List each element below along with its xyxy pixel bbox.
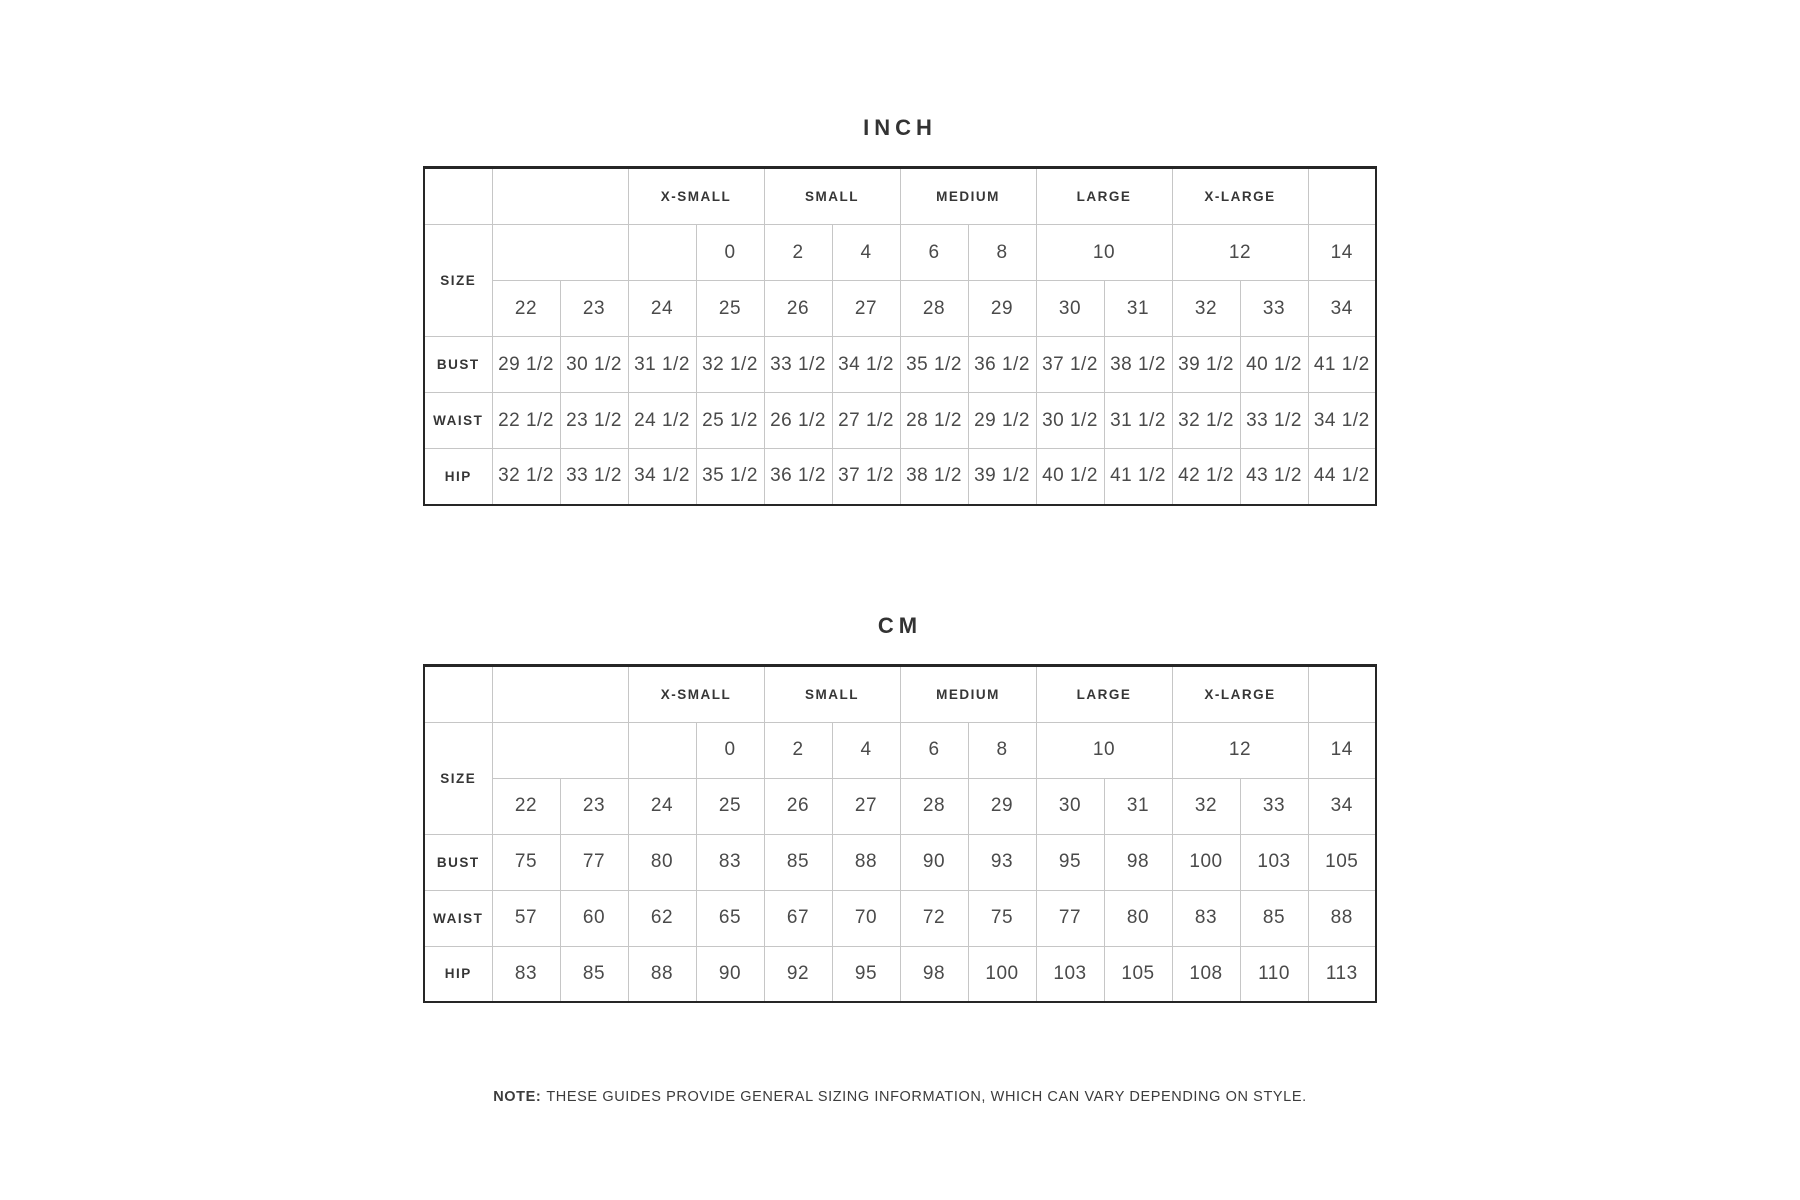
numeric-size-cell: 29 xyxy=(968,778,1036,834)
measurement-value-cell: 33 1/2 xyxy=(560,449,628,505)
measurement-value-cell: 60 xyxy=(560,890,628,946)
measurement-value-cell: 22 1/2 xyxy=(492,393,560,449)
measurement-value-cell: 33 1/2 xyxy=(1240,393,1308,449)
numeric-size-cell: 34 xyxy=(1308,281,1376,337)
measurement-value-cell: 95 xyxy=(1036,834,1104,890)
measurement-row xyxy=(424,946,1376,1002)
measurement-row xyxy=(424,890,1376,946)
inch-table-title: INCH xyxy=(863,115,937,140)
measurement-value-cell: 39 1/2 xyxy=(1172,337,1240,393)
us-size-cell: 2 xyxy=(764,722,832,778)
numeric-size-cell: 30 xyxy=(1036,778,1104,834)
us-size-cell: 10 xyxy=(1036,722,1172,778)
measurement-value-cell: 108 xyxy=(1172,946,1240,1002)
measurement-value-cell: 30 1/2 xyxy=(560,337,628,393)
group-blank-cell xyxy=(1308,168,1376,225)
measurement-value-cell: 27 1/2 xyxy=(832,393,900,449)
measurement-value-cell: 75 xyxy=(968,890,1036,946)
measurement-value-cell: 44 1/2 xyxy=(1308,449,1376,505)
group-header-cell: X-SMALL xyxy=(628,168,764,225)
measurement-value-cell: 83 xyxy=(1172,890,1240,946)
us-size-cell: 10 xyxy=(1036,225,1172,281)
numeric-size-cell: 22 xyxy=(492,778,560,834)
measurement-value-cell: 90 xyxy=(696,946,764,1002)
group-blank-cell xyxy=(1308,665,1376,722)
measurement-value-cell: 77 xyxy=(560,834,628,890)
measurement-value-cell: 83 xyxy=(696,834,764,890)
measurement-value-cell: 42 1/2 xyxy=(1172,449,1240,505)
measurement-value-cell: 25 1/2 xyxy=(696,393,764,449)
numeric-size-cell: 32 xyxy=(1172,778,1240,834)
us-size-cell: 8 xyxy=(968,722,1036,778)
size-row-label: SIZE xyxy=(424,225,492,337)
numeric-size-cell: 29 xyxy=(968,281,1036,337)
measurement-value-cell: 31 1/2 xyxy=(628,337,696,393)
measurement-value-cell: 36 1/2 xyxy=(764,449,832,505)
group-header-cell: MEDIUM xyxy=(900,665,1036,722)
measurement-value-cell: 75 xyxy=(492,834,560,890)
measurement-row xyxy=(424,449,1376,505)
numeric-size-cell: 32 xyxy=(1172,281,1240,337)
numeric-size-cell: 22 xyxy=(492,281,560,337)
measurement-value-cell: 98 xyxy=(1104,834,1172,890)
measurement-value-cell: 65 xyxy=(696,890,764,946)
us-size-cell: 8 xyxy=(968,225,1036,281)
group-blank-cell xyxy=(492,665,628,722)
measurement-value-cell: 98 xyxy=(900,946,968,1002)
measurement-label: BUST xyxy=(424,834,492,890)
us-size-cell: 4 xyxy=(832,722,900,778)
us-size-blank-cell xyxy=(492,722,628,778)
numeric-size-cell: 33 xyxy=(1240,281,1308,337)
measurement-value-cell: 80 xyxy=(1104,890,1172,946)
us-size-cell: 6 xyxy=(900,225,968,281)
note-text: THESE GUIDES PROVIDE GENERAL SIZING INFORMATION, WHICH CAN VARY DEPENDING ON STYLE. xyxy=(546,1089,1307,1105)
measurement-value-cell: 95 xyxy=(832,946,900,1002)
numeric-size-cell: 27 xyxy=(832,281,900,337)
numeric-size-cell: 26 xyxy=(764,778,832,834)
us-size-cell: 2 xyxy=(764,225,832,281)
measurement-value-cell: 32 1/2 xyxy=(696,337,764,393)
measurement-value-cell: 85 xyxy=(764,834,832,890)
measurement-value-cell: 37 1/2 xyxy=(832,449,900,505)
measurement-value-cell: 100 xyxy=(1172,834,1240,890)
measurement-value-cell: 40 1/2 xyxy=(1240,337,1308,393)
measurement-label: BUST xyxy=(424,337,492,393)
measurement-value-cell: 31 1/2 xyxy=(1104,393,1172,449)
size-row-label: SIZE xyxy=(424,722,492,834)
measurement-value-cell: 28 1/2 xyxy=(900,393,968,449)
measurement-value-cell: 62 xyxy=(628,890,696,946)
numeric-size-cell: 27 xyxy=(832,778,900,834)
measurement-value-cell: 70 xyxy=(832,890,900,946)
measurement-value-cell: 85 xyxy=(560,946,628,1002)
us-size-cell: 12 xyxy=(1172,722,1308,778)
measurement-value-cell: 23 1/2 xyxy=(560,393,628,449)
us-size-row xyxy=(424,225,1376,281)
measurement-label: HIP xyxy=(424,946,492,1002)
group-header-cell: LARGE xyxy=(1036,665,1172,722)
us-size-cell: 6 xyxy=(900,722,968,778)
numeric-size-cell: 25 xyxy=(696,281,764,337)
measurement-value-cell: 41 1/2 xyxy=(1104,449,1172,505)
us-size-blank-cell xyxy=(492,225,628,281)
size-table-inch xyxy=(423,166,1377,506)
corner-blank-cell xyxy=(424,665,492,722)
measurement-value-cell: 100 xyxy=(968,946,1036,1002)
measurement-value-cell: 103 xyxy=(1036,946,1104,1002)
us-size-cell: 0 xyxy=(696,225,764,281)
group-header-cell: X-LARGE xyxy=(1172,665,1308,722)
us-size-cell: 14 xyxy=(1308,225,1376,281)
numeric-size-cell: 31 xyxy=(1104,778,1172,834)
measurement-value-cell: 33 1/2 xyxy=(764,337,832,393)
measurement-row xyxy=(424,834,1376,890)
measurement-value-cell: 30 1/2 xyxy=(1036,393,1104,449)
us-size-cell: 0 xyxy=(696,722,764,778)
group-header-cell: LARGE xyxy=(1036,168,1172,225)
measurement-value-cell: 34 1/2 xyxy=(1308,393,1376,449)
numeric-size-cell: 24 xyxy=(628,778,696,834)
numeric-size-cell: 28 xyxy=(900,778,968,834)
measurement-value-cell: 26 1/2 xyxy=(764,393,832,449)
measurement-value-cell: 34 1/2 xyxy=(628,449,696,505)
measurement-value-cell: 38 1/2 xyxy=(900,449,968,505)
measurement-label: WAIST xyxy=(424,890,492,946)
corner-blank-cell xyxy=(424,168,492,225)
measurement-value-cell: 93 xyxy=(968,834,1036,890)
numeric-size-cell: 34 xyxy=(1308,778,1376,834)
measurement-value-cell: 24 1/2 xyxy=(628,393,696,449)
group-header-cell: X-LARGE xyxy=(1172,168,1308,225)
measurement-value-cell: 113 xyxy=(1308,946,1376,1002)
numeric-size-cell: 28 xyxy=(900,281,968,337)
measurement-value-cell: 80 xyxy=(628,834,696,890)
measurement-value-cell: 77 xyxy=(1036,890,1104,946)
numeric-size-cell: 31 xyxy=(1104,281,1172,337)
group-header-row xyxy=(424,665,1376,722)
measurement-value-cell: 40 1/2 xyxy=(1036,449,1104,505)
group-header-row xyxy=(424,168,1376,225)
numeric-size-cell: 24 xyxy=(628,281,696,337)
measurement-value-cell: 90 xyxy=(900,834,968,890)
sizing-note xyxy=(0,1087,1800,1107)
measurement-value-cell: 57 xyxy=(492,890,560,946)
us-size-cell: 4 xyxy=(832,225,900,281)
group-blank-cell xyxy=(492,168,628,225)
measurement-value-cell: 85 xyxy=(1240,890,1308,946)
measurement-value-cell: 38 1/2 xyxy=(1104,337,1172,393)
measurement-value-cell: 67 xyxy=(764,890,832,946)
measurement-value-cell: 41 1/2 xyxy=(1308,337,1376,393)
measurement-value-cell: 39 1/2 xyxy=(968,449,1036,505)
measurement-value-cell: 32 1/2 xyxy=(1172,393,1240,449)
measurement-value-cell: 110 xyxy=(1240,946,1308,1002)
numeric-size-cell: 30 xyxy=(1036,281,1104,337)
measurement-value-cell: 29 1/2 xyxy=(968,393,1036,449)
numeric-size-cell: 33 xyxy=(1240,778,1308,834)
measurement-value-cell: 34 1/2 xyxy=(832,337,900,393)
measurement-value-cell: 92 xyxy=(764,946,832,1002)
measurement-value-cell: 35 1/2 xyxy=(696,449,764,505)
us-size-row xyxy=(424,722,1376,778)
numeric-size-cell: 25 xyxy=(696,778,764,834)
measurement-value-cell: 88 xyxy=(832,834,900,890)
size-table-cm xyxy=(423,664,1377,1004)
numeric-size-row xyxy=(424,281,1376,337)
numeric-size-cell: 23 xyxy=(560,281,628,337)
measurement-row xyxy=(424,393,1376,449)
numeric-size-row xyxy=(424,778,1376,834)
measurement-value-cell: 43 1/2 xyxy=(1240,449,1308,505)
measurement-value-cell: 32 1/2 xyxy=(492,449,560,505)
group-header-cell: X-SMALL xyxy=(628,665,764,722)
measurement-value-cell: 88 xyxy=(1308,890,1376,946)
measurement-row xyxy=(424,337,1376,393)
measurement-value-cell: 37 1/2 xyxy=(1036,337,1104,393)
note-label: NOTE: xyxy=(493,1089,542,1105)
measurement-label: HIP xyxy=(424,449,492,505)
measurement-value-cell: 29 1/2 xyxy=(492,337,560,393)
measurement-value-cell: 83 xyxy=(492,946,560,1002)
measurement-label: WAIST xyxy=(424,393,492,449)
measurement-value-cell: 105 xyxy=(1104,946,1172,1002)
measurement-value-cell: 36 1/2 xyxy=(968,337,1036,393)
measurement-value-cell: 103 xyxy=(1240,834,1308,890)
us-size-cell: 14 xyxy=(1308,722,1376,778)
group-header-cell: SMALL xyxy=(764,168,900,225)
measurement-value-cell: 35 1/2 xyxy=(900,337,968,393)
measurement-value-cell: 72 xyxy=(900,890,968,946)
us-size-cell: 12 xyxy=(1172,225,1308,281)
group-header-cell: SMALL xyxy=(764,665,900,722)
us-size-blank-cell xyxy=(628,225,696,281)
measurement-value-cell: 88 xyxy=(628,946,696,1002)
cm-table-title: CM xyxy=(877,612,923,638)
measurement-value-cell: 105 xyxy=(1308,834,1376,890)
us-size-blank-cell xyxy=(628,722,696,778)
numeric-size-cell: 26 xyxy=(764,281,832,337)
group-header-cell: MEDIUM xyxy=(900,168,1036,225)
numeric-size-cell: 23 xyxy=(560,778,628,834)
